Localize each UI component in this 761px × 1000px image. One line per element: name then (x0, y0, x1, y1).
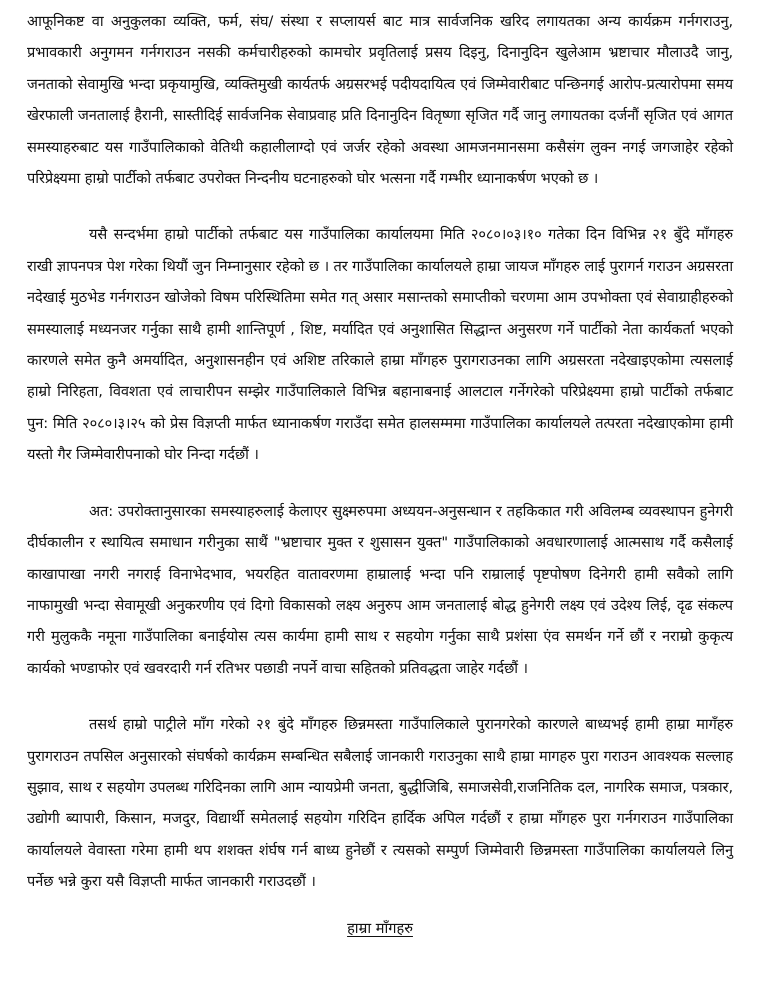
demands-heading: हाम्रा माँगहरु (347, 919, 413, 937)
document-page (27, 6, 733, 944)
paragraph-1: आफूनिकष्ट वा अनुकुलका व्यक्ति, फर्म, संघ/ संस्था र सप्लायर्स बाट मात्र सार्वजनिक खरिद लगायतका अन्य कार्यक्रम गर्नगराउनु, प्रभावकारी अनुगमन गर्नगराउन नसकी कर्मचारीहरुको कामचोर प्रवृतिलाई प्रसय दिइनु, दिनानुदिन खुलेआम भ्रष्टाचार मौलाउदै जानु, जनताको सेवामुखि भन्दा प्रकृयामुखि, व्यक्तिमुखी कार्यतर्फ अग्रसरभई पदीयदायित्व एवं जिम्मेवारीबाट पन्छिनगई आरोप-प्रत्यारोपमा समय खेरफाली जनतालाई हैरानी, सास्तीदिई सार्वजनिक सेवाप्रवाह प्रति दिनानुदिन वितृष्णा सृजित गर्दै जानु लगायतका दर्जनौं सृजित एवं आगत समस्याहरुबाट यस गाउँपालिकाको वेतिथी कहालीलाग्दो एवं जर्जर रहेको अवस्था आमजनमानसमा कसैसंग लुक्न नगई जगजाहेर रहेको परिप्रेक्ष्यमा हाम्रो पार्टीको तर्फबाट उपरोक्त निन्दनीय घटनाहरुको घोर भत्सना गर्दै गम्भीर ध्यानाकर्षण भएको छ । (27, 13, 733, 188)
paragraph-4: तसर्थ हाम्रो पाट्रीले माँग गरेको २१ बुंदे माँगहरु छिन्नमस्ता गाउँपालिकाले पुरानगरेको कारणले बाध्यभई हामी हाम्रा मागँहरु पुरागराउन तपसिल अनुसारको संघर्षको कार्यक्रम सम्बन्धित सबैलाई जानकारी गराउनुका साथै हाम्रा मागहरु पुरा गराउन आवश्यक सल्लाह सुझाव, साथ र सहयोग उपलब्ध गरिदिनका लागि आम न्यायप्रेमी जनता, बुद्धीजिबि, समाजसेवी,राजनितिक दल, नागरिक समाज, पत्रकार, उद्योगी ब्यापारी, किसान, मजदुर, विद्यार्थी समेतलाई सहयोग गरिदिन हार्दिक अपिल गर्दछौं र हाम्रा माँगहरु पुरा गर्नगराउन गाउँपालिका कार्यालयले वेवास्ता गरेमा हामी थप शशक्त शंर्घष गर्न बाध्य हुनेछौं र त्यसको सम्पुर्ण जिम्मेवारी छिन्नमस्ता गाउँपालिका कार्यालयले लिनु पर्नेछ भन्ने कुरा यसै विज्ञप्ती मार्फत जानकारी गराउदछौं । (27, 716, 733, 891)
paragraph-2: यसै सन्दर्भमा हाम्रो पार्टीको तर्फबाट यस गाउँपालिका कार्यालयमा मिति २०८०।०३।१० गतेका दिन विभिन्न २१ बुँदे माँगहरु राखी ज्ञापनपत्र पेश गरेका थियौं जुन निम्नानुसार रहेको छ । तर गाउँपालिका कार्यालयले हाम्रा जायज माँगहरु लाई पुरागर्न गराउन अग्रसरता नदेखाई मुठभेड गर्नगराउन खोजेको विषम परिस्थितिमा समेत गत् असार मसान्तको समाप्तीको चरणमा आम उपभोक्ता एवं सेवाग्राहीहरुको समस्यालाई मध्यनजर गर्नुका साथै हामी शान्तिपूर्ण , शिष्ट, मर्यादित एवं अनुशासित सिद्धान्त अनुसरण गर्ने पार्टीको नेता कार्यकर्ता भएको कारणले समेत कुनै अमर्यादित, अनुशासनहीन एवं अशिष्ट तरिकाले हाम्रा माँगहरु पुरागराउनका लागि अग्रसरता नदेखाइएकोमा त्यसलाई हाम्रो निरिहता, विवशता एवं लाचारीपन सम्झेर गाउँपालिकाले विभिन्न बहानाबनाई आलटाल गर्नेगरेको परिप्रेक्ष्यमा हाम्रो पार्टीको तर्फबाट पुन: मिति २०८०।३।२५ को प्रेस विज्ञप्ती मार्फत ध्यानाकर्षण गराउँदा समेत हालसम्ममा गाउँपालिका कार्यालयले तत्परता नदेखाएकोमा हामी यस्तो गैर जिम्मेवारीपनाको घोर निन्दा गर्दछौं । (27, 226, 734, 464)
paragraph-3: अत: उपरोक्तानुसारका समस्याहरुलाई केलाएर सुक्ष्मरुपमा अध्ययन-अनुसन्धान र तहकिकात गरी अविलम्ब व्यवस्थापन हुनेगरी दीर्घकालीन र स्थायित्व समाधान गरीनुका साथैं "भ्रष्टाचार मुक्त र शुसासन युक्त" गाउँपालिकाको अवधारणालाई आत्मसाथ गर्दै कसैलाई काखापाखा नगरी नगराई विनाभेदभाव, भयरहित वातावरणमा हाम्रालाई भन्दा पनि राम्रालाई पृष्टपोषण दिनेगरी हामी सवैको लागि नाफामुखी भन्दा सेवामूखी अनुकरणीय एवं दिगो विकासको लक्ष्य अनुरुप आम जनतालाई बोद्ध हुनेगरी लक्ष्य एवं उदेश्य लिई, दृढ संकल्प गरी मुलुककै नमूना गाउँपालिका बनाईयोस त्यस कार्यमा हामी साथ र सहयोग गर्नुका साथै प्रशंसा एंव समर्थन गर्ने छौं र नराम्रो कुकृत्य कार्यको भण्डाफोर एवं खवरदारी गर्न रतिभर पछाडी नपर्ने वाचा सहितको प्रतिवद्धता जाहेर गर्दछौं । (27, 502, 733, 677)
